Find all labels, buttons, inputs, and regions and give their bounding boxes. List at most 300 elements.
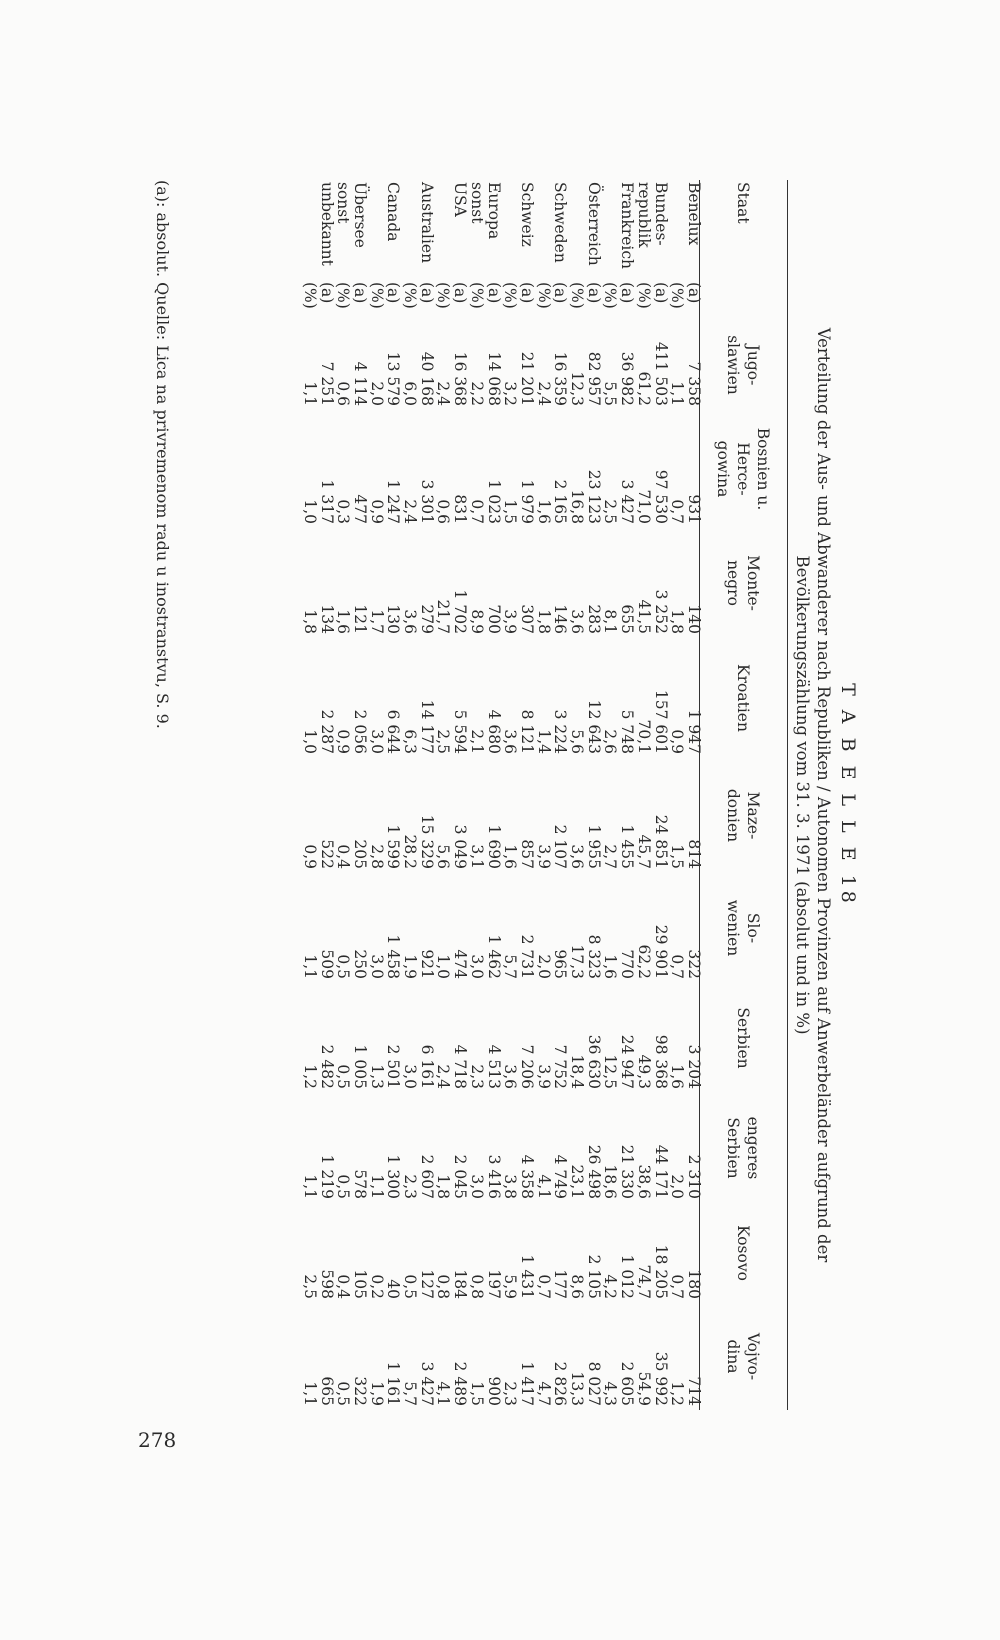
cell-unit: (a) (651, 282, 670, 304)
cell-value: 1 462 (484, 934, 503, 979)
cell-staat (535, 180, 552, 280)
cell-unit: (%) (334, 282, 353, 309)
cell-value: 2 107 (551, 824, 570, 869)
cell-value: 2,5 (601, 499, 620, 524)
cell-staat (602, 180, 619, 280)
header-serbien: Serbien (734, 1007, 752, 1069)
cell-value: 23,1 (568, 1164, 587, 1199)
page-number: 278 (138, 1428, 177, 1452)
cell-value: 23 123 (584, 469, 603, 524)
cell-value: 205 (350, 839, 369, 869)
cell-value: 1,0 (434, 954, 453, 979)
cell-value: 3,6 (568, 609, 587, 634)
cell-value: 2 482 (317, 1044, 336, 1089)
cell-value: 16,8 (568, 489, 587, 524)
cell-value: 700 (484, 604, 503, 634)
cell-value: 522 (317, 839, 336, 869)
cell-value: 0,4 (334, 1274, 353, 1299)
cell-staat (368, 180, 385, 280)
cell-value: 0,9 (300, 844, 319, 869)
cell-value: 1 300 (384, 1154, 403, 1199)
cell-value: 598 (317, 1269, 336, 1299)
cell-value: 1,1 (300, 381, 319, 406)
cell-staat: Europa (484, 182, 503, 240)
cell-value: 477 (350, 494, 369, 524)
cell-value: 21,7 (434, 599, 453, 634)
cell-staat: Canada (384, 182, 403, 242)
cell-value: 5,6 (434, 844, 453, 869)
cell-value: 1,5 (668, 844, 687, 869)
cell-value: 2,7 (601, 844, 620, 869)
cell-value: 2,3 (401, 1174, 420, 1199)
cell-value: 665 (317, 1376, 336, 1406)
cell-unit: (%) (501, 282, 520, 309)
cell-value: 4 358 (517, 1154, 536, 1199)
cell-value: 2 105 (584, 1254, 603, 1299)
cell-value: 8 323 (584, 934, 603, 979)
cell-value: 411 503 (651, 341, 670, 406)
cell-value: 2,4 (434, 381, 453, 406)
cell-unit: (%) (634, 282, 653, 309)
cell-value: 655 (618, 604, 637, 634)
cell-unit: (a) (451, 282, 470, 304)
cell-value: 4 114 (350, 361, 369, 406)
cell-value: 3,0 (367, 954, 386, 979)
cell-value: 36 630 (584, 1034, 603, 1089)
cell-value: 1 005 (350, 1044, 369, 1089)
cell-staat: Österreich (584, 182, 603, 266)
cell-value: 1 979 (517, 479, 536, 524)
cell-value: 16 359 (551, 351, 570, 406)
cell-staat (568, 180, 585, 280)
cell-staat: Schweden (551, 182, 570, 263)
cell-value: 1,6 (334, 609, 353, 634)
cell-value: 15 329 (417, 814, 436, 869)
cell-unit: (a) (350, 282, 369, 304)
cell-value: 1,8 (300, 609, 319, 634)
cell-value: 1 599 (384, 824, 403, 869)
cell-value: 714 (685, 1376, 703, 1406)
cell-value: 97 530 (651, 469, 670, 524)
cell-value: 3 252 (651, 589, 670, 634)
cell-value: 2,5 (300, 1274, 319, 1299)
cell-unit: (%) (401, 282, 420, 309)
cell-value: 1 417 (517, 1361, 536, 1406)
cell-value: 29 901 (651, 924, 670, 979)
cell-staat (401, 180, 418, 280)
cell-value: 17,3 (568, 944, 587, 979)
cell-value: 1 955 (584, 824, 603, 869)
cell-value: 6,0 (401, 381, 420, 406)
cell-value: 98 368 (651, 1034, 670, 1089)
table-title: T A B E L L E 18 (837, 683, 859, 907)
cell-value: 54,9 (634, 1371, 653, 1406)
cell-staat: Bundes- (651, 182, 670, 246)
cell-staat: Frankreich (618, 182, 637, 269)
cell-staat (435, 180, 452, 280)
cell-value: 0,9 (334, 729, 353, 754)
cell-value: 2,8 (367, 844, 386, 869)
header-rule (699, 180, 700, 1410)
table-row (401, 180, 418, 1410)
cell-value: 921 (417, 949, 436, 979)
cell-value: 965 (551, 949, 570, 979)
header-engeres-serbien: engeres Serbien (724, 1116, 762, 1180)
cell-value: 70,1 (634, 719, 653, 754)
cell-value: 8 027 (584, 1361, 603, 1406)
cell-value: 831 (451, 494, 470, 524)
cell-value: 2 501 (384, 1044, 403, 1089)
footnote: (a): absolut. Quelle: Lica na privremenom radu u inostranstvu, S. 9. (153, 180, 172, 729)
cell-value: 0,7 (467, 499, 486, 524)
cell-value: 1,9 (367, 1381, 386, 1406)
header-bosnien: Bosnien u. Herce- gowina (714, 427, 772, 511)
header-vojvodina: Vojvo- dina (724, 1332, 762, 1381)
subtitle-line-1: Verteilung der Aus- und Abwanderer nach Republiken / Autonomen Provinzen auf Anwerbeländer aufgrund der (814, 327, 833, 1263)
cell-value: 1 012 (618, 1254, 637, 1299)
cell-value: 931 (685, 494, 703, 524)
cell-value: 1,9 (401, 954, 420, 979)
table-row (318, 180, 335, 1410)
cell-value: 62,2 (634, 944, 653, 979)
subtitle-line-2: Bevölkerungszählung vom 31. 3. 1971 (absolut und in %) (793, 555, 812, 1035)
cell-unit: (a) (417, 282, 436, 304)
cell-unit: (a) (685, 282, 703, 304)
cell-unit: (a) (517, 282, 536, 304)
cell-value: 3,9 (501, 609, 520, 634)
cell-value: 140 (685, 604, 703, 634)
cell-value: 3 416 (484, 1154, 503, 1199)
cell-value: 127 (417, 1269, 436, 1299)
table-row (585, 180, 602, 1410)
cell-value: 105 (350, 1269, 369, 1299)
cell-value: 0,7 (668, 499, 687, 524)
cell-value: 5,9 (501, 1274, 520, 1299)
cell-value: 2,4 (434, 1064, 453, 1089)
cell-value: 474 (451, 949, 470, 979)
cell-value: 3 224 (551, 709, 570, 754)
cell-value: 2,2 (467, 381, 486, 406)
cell-value: 814 (685, 839, 703, 869)
cell-value: 6,3 (401, 729, 420, 754)
cell-value: 2,0 (668, 1174, 687, 1199)
cell-value: 3 427 (618, 479, 637, 524)
table-row (552, 180, 569, 1410)
cell-value: 0,5 (334, 1064, 353, 1089)
cell-value: 2,3 (501, 1381, 520, 1406)
cell-value: 3,8 (501, 1174, 520, 1199)
cell-value: 7 206 (517, 1044, 536, 1089)
cell-value: 1,0 (300, 499, 319, 524)
cell-value: 8,1 (601, 609, 620, 634)
cell-staat: sonst (334, 182, 353, 224)
cell-value: 21 330 (618, 1144, 637, 1199)
cell-value: 3,1 (467, 844, 486, 869)
header-staat: Staat (734, 182, 752, 224)
header-kosovo: Kosovo (734, 1225, 752, 1281)
cell-value: 4 749 (551, 1154, 570, 1199)
top-rule (787, 180, 788, 1410)
cell-unit: (%) (367, 282, 386, 309)
cell-value: 1,2 (668, 1381, 687, 1406)
cell-value: 41,5 (634, 599, 653, 634)
cell-value: 0,6 (334, 381, 353, 406)
cell-value: 12,5 (601, 1054, 620, 1089)
cell-value: 82 957 (584, 351, 603, 406)
cell-value: 5,7 (401, 1381, 420, 1406)
table-row (602, 180, 619, 1410)
cell-staat (301, 180, 318, 280)
cell-value: 7 752 (551, 1044, 570, 1089)
cell-value: 14 177 (417, 699, 436, 754)
cell-value: 1 161 (384, 1361, 403, 1406)
cell-value: 12,3 (568, 371, 587, 406)
cell-value: 1,1 (300, 1381, 319, 1406)
table-row (518, 180, 535, 1410)
cell-value: 578 (350, 1169, 369, 1199)
table-row (368, 180, 385, 1410)
cell-value: 2,3 (467, 1064, 486, 1089)
cell-value: 0,8 (434, 1274, 453, 1299)
cell-value: 134 (317, 604, 336, 634)
rotated-table-block (140, 180, 860, 1410)
cell-value: 250 (350, 949, 369, 979)
cell-value: 28,2 (401, 834, 420, 869)
cell-value: 5,7 (501, 954, 520, 979)
cell-value: 146 (551, 604, 570, 634)
cell-value: 279 (417, 604, 436, 634)
cell-value: 12 643 (584, 699, 603, 754)
cell-value: 1,8 (534, 609, 553, 634)
cell-staat: Australien (417, 182, 436, 264)
table-row (468, 180, 485, 1410)
cell-value: 16 368 (451, 351, 470, 406)
cell-value: 2,1 (467, 729, 486, 754)
cell-value: 0,5 (334, 1381, 353, 1406)
cell-value: 1 458 (384, 934, 403, 979)
cell-value: 7 358 (685, 361, 703, 406)
cell-value: 49,3 (634, 1054, 653, 1089)
cell-value: 1 317 (317, 479, 336, 524)
cell-value: 1,3 (367, 1064, 386, 1089)
cell-value: 18,4 (568, 1054, 587, 1089)
cell-value: 21 201 (517, 351, 536, 406)
cell-value: 322 (350, 1376, 369, 1406)
cell-value: 2 605 (618, 1361, 637, 1406)
cell-staat: Benelux (685, 182, 703, 246)
cell-value: 8,6 (568, 1274, 587, 1299)
cell-value: 40 168 (417, 351, 436, 406)
cell-unit: (%) (434, 282, 453, 309)
cell-value: 2,4 (401, 499, 420, 524)
cell-value: 0,4 (334, 844, 353, 869)
cell-value: 307 (517, 604, 536, 634)
header-kroatien: Kroatien (734, 664, 752, 732)
table-row (385, 180, 402, 1410)
cell-value: 121 (350, 604, 369, 634)
cell-value: 180 (685, 1269, 703, 1299)
cell-value: 0,3 (334, 499, 353, 524)
table-row (351, 180, 368, 1410)
cell-staat: republik (634, 182, 653, 248)
cell-value: 2,0 (367, 381, 386, 406)
cell-value: 24 947 (618, 1034, 637, 1089)
cell-value: 2,4 (534, 381, 553, 406)
cell-value: 38,6 (634, 1164, 653, 1199)
table-subtitle (790, 180, 834, 1410)
cell-staat: Übersee (350, 182, 369, 248)
cell-value: 6 644 (384, 709, 403, 754)
cell-value: 3,9 (534, 1064, 553, 1089)
cell-value: 71,0 (634, 489, 653, 524)
cell-value: 1,6 (501, 844, 520, 869)
cell-value: 18,6 (601, 1164, 620, 1199)
table-body (301, 180, 702, 1410)
cell-value: 45,7 (634, 834, 653, 869)
cell-value: 5,5 (601, 381, 620, 406)
cell-value: 2 489 (451, 1361, 470, 1406)
cell-value: 4 513 (484, 1044, 503, 1089)
table-row (652, 180, 669, 1410)
cell-value: 3,6 (568, 844, 587, 869)
cell-value: 1,2 (300, 1064, 319, 1089)
cell-unit: (a) (317, 282, 336, 304)
cell-value: 3 427 (417, 1361, 436, 1406)
cell-value: 1,6 (534, 499, 553, 524)
cell-value: 1 690 (484, 824, 503, 869)
cell-value: 0,5 (401, 1274, 420, 1299)
cell-value: 61,2 (634, 371, 653, 406)
cell-value: 3,0 (467, 1174, 486, 1199)
cell-staat: sonst (467, 182, 486, 224)
table-row (301, 180, 318, 1410)
cell-value: 2 056 (350, 709, 369, 754)
cell-value: 1,7 (367, 609, 386, 634)
cell-value: 2 045 (451, 1154, 470, 1199)
cell-value: 1,1 (668, 381, 687, 406)
cell-value: 8 121 (517, 709, 536, 754)
cell-value: 2,0 (534, 954, 553, 979)
cell-unit: (%) (467, 282, 486, 309)
cell-value: 130 (384, 604, 403, 634)
header-jugoslawien: Jugo- slawien (724, 335, 762, 395)
cell-value: 26 498 (584, 1144, 603, 1199)
cell-unit: (%) (534, 282, 553, 309)
cell-value: 322 (685, 949, 703, 979)
cell-value: 5,6 (568, 729, 587, 754)
cell-value: 157 601 (651, 689, 670, 754)
cell-value: 1 023 (484, 479, 503, 524)
cell-unit: (%) (601, 282, 620, 309)
cell-value: 0,6 (434, 499, 453, 524)
cell-unit: (%) (668, 282, 687, 309)
cell-value: 1 455 (618, 824, 637, 869)
cell-value: 1 431 (517, 1254, 536, 1299)
cell-unit: (a) (618, 282, 637, 304)
cell-value: 3,0 (401, 1064, 420, 1089)
cell-staat: USA (451, 182, 470, 217)
cell-value: 4 680 (484, 709, 503, 754)
table-row (669, 180, 686, 1410)
cell-value: 8,9 (467, 609, 486, 634)
cell-value: 509 (317, 949, 336, 979)
table-row (635, 180, 652, 1410)
cell-value: 1 947 (685, 709, 703, 754)
cell-value: 4,1 (434, 1381, 453, 1406)
cell-value: 2,5 (434, 729, 453, 754)
cell-value: 283 (584, 604, 603, 634)
cell-unit: (a) (484, 282, 503, 304)
cell-value: 0,5 (334, 954, 353, 979)
cell-value: 4,7 (534, 1381, 553, 1406)
cell-staat: Schweiz (517, 182, 536, 247)
cell-value: 184 (451, 1269, 470, 1299)
cell-value: 0,9 (367, 499, 386, 524)
cell-value: 2 287 (317, 709, 336, 754)
cell-value: 0,7 (668, 954, 687, 979)
cell-value: 7 251 (317, 361, 336, 406)
cell-value: 2 165 (551, 479, 570, 524)
cell-value: 24 851 (651, 814, 670, 869)
table-row (535, 180, 552, 1410)
cell-value: 1,5 (501, 499, 520, 524)
cell-value: 3 049 (451, 824, 470, 869)
cell-value: 857 (517, 839, 536, 869)
cell-value: 2 826 (551, 1361, 570, 1406)
cell-value: 1,1 (300, 1174, 319, 1199)
table-row (502, 180, 519, 1410)
cell-unit: (%) (300, 282, 319, 309)
cell-value: 3,6 (401, 609, 420, 634)
cell-value: 6 161 (417, 1044, 436, 1089)
table-row (451, 180, 468, 1410)
cell-value: 3,9 (534, 844, 553, 869)
cell-value: 3 204 (685, 1044, 703, 1089)
cell-value: 1,4 (534, 729, 553, 754)
cell-value: 1,1 (367, 1174, 386, 1199)
cell-value: 1 247 (384, 479, 403, 524)
cell-value: 2 310 (685, 1154, 703, 1199)
header-montenegro: Monte- negro (724, 555, 762, 611)
cell-value: 1,0 (300, 729, 319, 754)
cell-value: 13,3 (568, 1371, 587, 1406)
table-row (335, 180, 352, 1410)
cell-value: 3 301 (417, 479, 436, 524)
cell-value: 3,6 (501, 1064, 520, 1089)
cell-unit: (%) (568, 282, 587, 309)
cell-value: 4,3 (601, 1381, 620, 1406)
cell-staat (669, 180, 686, 280)
cell-value: 1,5 (467, 1381, 486, 1406)
cell-value: 0,9 (668, 729, 687, 754)
cell-value: 2 607 (417, 1154, 436, 1199)
cell-value: 3,2 (501, 381, 520, 406)
cell-value: 197 (484, 1269, 503, 1299)
cell-value: 5 748 (618, 709, 637, 754)
cell-value: 2,6 (601, 729, 620, 754)
table-row (485, 180, 502, 1410)
cell-unit: (a) (584, 282, 603, 304)
cell-value: 0,7 (534, 1274, 553, 1299)
table-row (418, 180, 435, 1410)
cell-value: 1 702 (451, 589, 470, 634)
cell-value: 4,1 (534, 1174, 553, 1199)
cell-unit: (a) (384, 282, 403, 304)
cell-value: 1 219 (317, 1154, 336, 1199)
cell-value: 900 (484, 1376, 503, 1406)
cell-value: 14 068 (484, 351, 503, 406)
cell-value: 1,1 (300, 954, 319, 979)
